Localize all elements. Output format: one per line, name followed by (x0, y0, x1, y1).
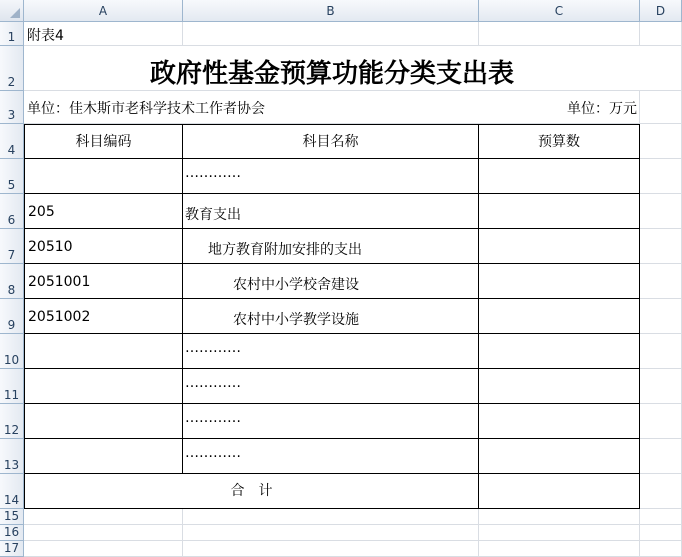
cell-b1[interactable] (183, 22, 479, 46)
row-header-11[interactable]: 11 (0, 369, 24, 404)
row-header-14[interactable]: 14 (0, 474, 24, 509)
table-row-name[interactable]: 教育支出 (183, 194, 479, 229)
appendix-label: 附表4 (27, 28, 64, 44)
unit-currency: 单位：万元 (567, 101, 637, 117)
header-subject-name[interactable]: 科目名称 (183, 124, 479, 159)
cell-d2[interactable] (640, 46, 682, 91)
cell-d11[interactable] (640, 369, 682, 404)
table-row-amount[interactable] (479, 334, 640, 369)
row-header-4[interactable]: 4 (0, 124, 24, 159)
table-row-name[interactable]: ………… (183, 439, 479, 474)
row-header-9[interactable]: 9 (0, 299, 24, 334)
table-row-code[interactable]: 2051001 (24, 264, 183, 299)
cell-d16[interactable] (640, 525, 682, 541)
table-row-amount[interactable] (479, 439, 640, 474)
table-row-name[interactable]: ………… (183, 334, 479, 369)
row-header-5[interactable]: 5 (0, 159, 24, 194)
table-row-name[interactable]: 农村中小学教学设施 (183, 299, 479, 334)
cell-d3[interactable] (640, 91, 682, 124)
cell-a15[interactable] (24, 509, 183, 525)
unit-organization: 单位：佳木斯市老科学技术工作者协会 (27, 101, 265, 117)
row-header-12[interactable]: 12 (0, 404, 24, 439)
select-all-corner[interactable] (0, 0, 24, 22)
table-row-amount[interactable] (479, 369, 640, 404)
column-header-a[interactable]: A (24, 0, 183, 22)
cell-d1[interactable] (640, 22, 682, 46)
table-row-code[interactable]: 20510 (24, 229, 183, 264)
cell-d10[interactable] (640, 334, 682, 369)
table-row-code[interactable]: 205 (24, 194, 183, 229)
table-row-amount[interactable] (479, 159, 640, 194)
cell-d12[interactable] (640, 404, 682, 439)
cell-c17[interactable] (479, 541, 640, 557)
cell-c15[interactable] (479, 509, 640, 525)
table-row-name[interactable]: ………… (183, 369, 479, 404)
table-row-name[interactable]: 地方教育附加安排的支出 (183, 229, 479, 264)
cell-d9[interactable] (640, 299, 682, 334)
table-row-code[interactable] (24, 334, 183, 369)
header-subject-code[interactable]: 科目编码 (24, 124, 183, 159)
row-header-16[interactable]: 16 (0, 525, 24, 541)
cell-c16[interactable] (479, 525, 640, 541)
cell-b17[interactable] (183, 541, 479, 557)
row-header-17[interactable]: 17 (0, 541, 24, 557)
cell-d14[interactable] (640, 474, 682, 509)
row-header-10[interactable]: 10 (0, 334, 24, 369)
total-amount-cell[interactable] (479, 474, 640, 509)
select-all-triangle-icon (10, 8, 20, 18)
cell-d13[interactable] (640, 439, 682, 474)
total-label: 合 计 (230, 483, 273, 499)
sheet-title: 政府性基金预算功能分类支出表 (149, 59, 514, 89)
table-row-amount[interactable] (479, 194, 640, 229)
cell-d4[interactable] (640, 124, 682, 159)
table-row-name[interactable]: ………… (183, 159, 479, 194)
cell-d6[interactable] (640, 194, 682, 229)
cell-c1[interactable] (479, 22, 640, 46)
cell-d5[interactable] (640, 159, 682, 194)
table-row-amount[interactable] (479, 229, 640, 264)
row-header-15[interactable]: 15 (0, 509, 24, 525)
total-label-cell[interactable] (24, 474, 479, 509)
row-header-8[interactable]: 8 (0, 264, 24, 299)
table-row-amount[interactable] (479, 404, 640, 439)
row-header-6[interactable]: 6 (0, 194, 24, 229)
row-header-3[interactable]: 3 (0, 91, 24, 124)
table-row-code[interactable] (24, 404, 183, 439)
table-row-name[interactable]: 农村中小学校舍建设 (183, 264, 479, 299)
cell-d15[interactable] (640, 509, 682, 525)
table-row-amount[interactable] (479, 299, 640, 334)
row-header-13[interactable]: 13 (0, 439, 24, 474)
cell-d17[interactable] (640, 541, 682, 557)
column-header-d[interactable]: D (640, 0, 682, 22)
row-header-1[interactable]: 1 (0, 22, 24, 46)
cell-b16[interactable] (183, 525, 479, 541)
table-row-code[interactable] (24, 369, 183, 404)
table-row-code[interactable]: 2051002 (24, 299, 183, 334)
row-header-7[interactable]: 7 (0, 229, 24, 264)
column-header-b[interactable]: B (183, 0, 479, 22)
table-row-code[interactable] (24, 439, 183, 474)
table-row-name[interactable]: ………… (183, 404, 479, 439)
row-header-2[interactable]: 2 (0, 46, 24, 91)
cell-b15[interactable] (183, 509, 479, 525)
cell-a17[interactable] (24, 541, 183, 557)
cell-a16[interactable] (24, 525, 183, 541)
column-header-c[interactable]: C (479, 0, 640, 22)
cell-d7[interactable] (640, 229, 682, 264)
table-row-amount[interactable] (479, 264, 640, 299)
cell-d8[interactable] (640, 264, 682, 299)
table-row-code[interactable] (24, 159, 183, 194)
header-budget-amount[interactable]: 预算数 (479, 124, 640, 159)
